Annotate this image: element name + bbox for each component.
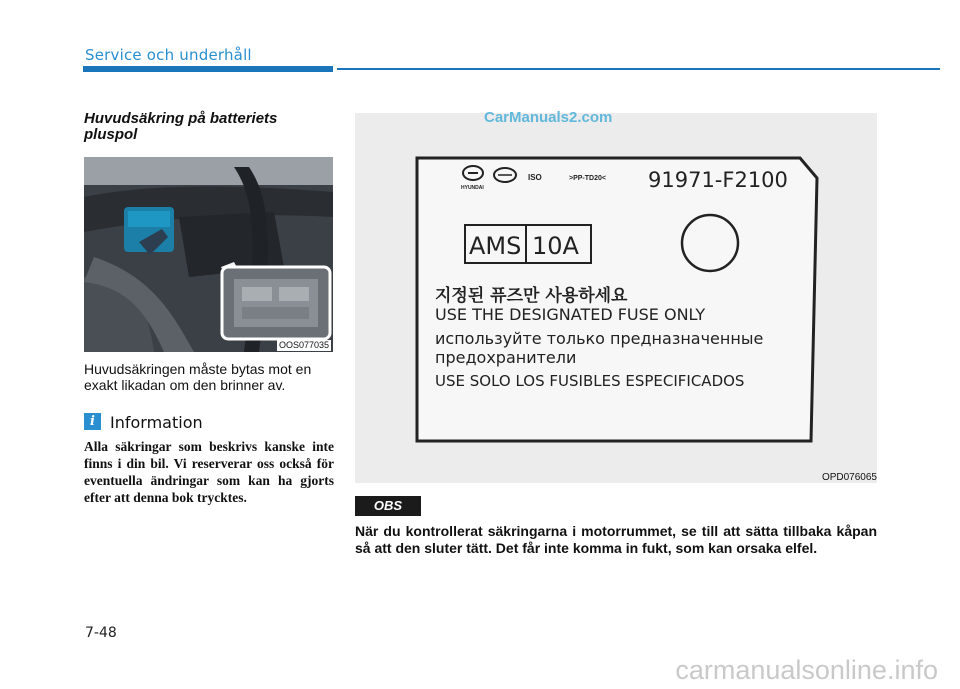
part-number: 91971-F2100 — [648, 168, 788, 192]
label-line-english: USE THE DESIGNATED FUSE ONLY — [435, 305, 706, 324]
label-line-spanish: USE SOLO LOS FUSIBLES ESPECIFICADOS — [435, 372, 745, 390]
brand-text: HYUNDAI — [461, 185, 484, 191]
header-rule-thin — [337, 68, 940, 70]
cert-mark-2: >PP-TD20< — [569, 175, 606, 182]
footer-watermark: carmanualsonline.info — [675, 655, 938, 685]
subsection-heading: Huvudsäkring på batteriets pluspol — [84, 110, 278, 143]
section-title: Service och underhåll — [85, 46, 252, 64]
label-line-korean: 지정된 퓨즈만 사용하세요 — [435, 286, 628, 306]
fuse-rating: 10A — [532, 232, 579, 260]
label-image-caption: OPD076065 — [821, 472, 877, 483]
photo-caption: OOS077035 — [278, 340, 329, 350]
cert-mark-1: ISO — [528, 173, 542, 182]
fuse-label-image — [355, 113, 877, 483]
watermark-carmanuals2: CarManuals2.com — [484, 109, 613, 126]
info-title: Information — [110, 413, 203, 432]
body-text: Huvudsäkringen måste bytas mot en exakt likadan om den brinner av. — [84, 361, 312, 393]
fuse-type: AMS — [469, 232, 522, 260]
obs-text: När du kontrollerat säkringarna i motorrummet, se till att sätta tillbaka kåpan så att den sluter tätt. Det får inte komma in fukt, som kan orsaka elfel. — [355, 523, 877, 556]
fuse-label-illustration — [355, 113, 877, 483]
engine-bay-photo — [84, 157, 333, 352]
obs-badge: OBS — [355, 496, 421, 516]
info-icon: i — [84, 413, 101, 430]
label-line-russian-2: предохранители — [435, 348, 577, 367]
engine-bay-illustration — [84, 157, 333, 352]
label-line-russian-1: используйте только предназначенные — [435, 329, 764, 348]
page-number: 7-48 — [85, 625, 117, 641]
header-rule-thick — [83, 66, 333, 72]
info-text: Alla säkringar som beskrivs kanske inte finns i din bil. Vi reserverar oss också för eventuella ändringar som kan ha gjorts efter att denna bok trycktes. — [84, 439, 334, 505]
